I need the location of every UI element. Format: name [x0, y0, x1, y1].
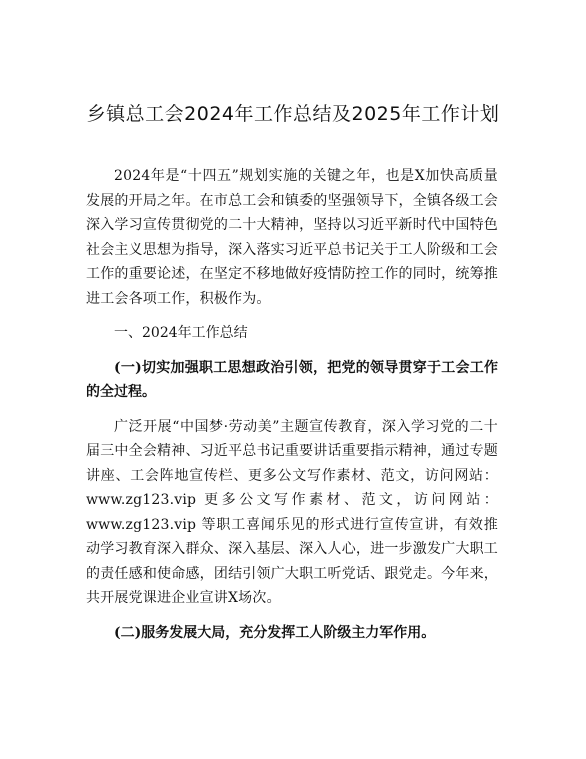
- subsection-heading-ideology: (一)切实加强职工思想政治引领，把党的领导贯穿于工会工作的全过程。: [86, 359, 498, 400]
- subsection-body-ideology: 广泛开展“中国梦·劳动美”主题宣传教育，深入学习党的二十届三中全会精神、习近平总书记重要讲话重要指示精神，通过专题讲座、工会阵地宣传栏、更多公文写作素材、范文，访问网站：www.zg123.vip 更多公文写作素材、范文，访问网站：www.zg123.vip 等职工喜闻乐见的形式进行宣传宣讲，有效推动学习教育深入群众、深入基层、深入人心，进一步激发广大职工的责任感和使命感，团结引领广大职工听党话、跟党走。今年来，共开展党课进企业宣讲X场次。: [86, 418, 498, 606]
- document-title: 乡镇总工会2024年工作总结及2025年工作计划: [86, 103, 500, 125]
- subsection-heading-service: (二)服务发展大局，充分发挥工人阶级主力军作用。: [114, 624, 436, 641]
- intro-paragraph: 2024年是“十四五”规划实施的关键之年，也是X加快高质量发展的开局之年。在市总工会和镇委的坚强领导下，全镇各级工会深入学习宣传贯彻党的二十大精神，坚持以习近平新时代中国特色社会主义思想为指导，深入落实习近平总书记关于工人阶级和工会工作的重要论述，在坚定不移地做好疫情防控工作的同时，统筹推进工会各项工作，积极作为。: [86, 168, 498, 307]
- section-heading-summary: 一、2024年工作总结: [114, 325, 248, 341]
- document-body: [86, 164, 498, 655]
